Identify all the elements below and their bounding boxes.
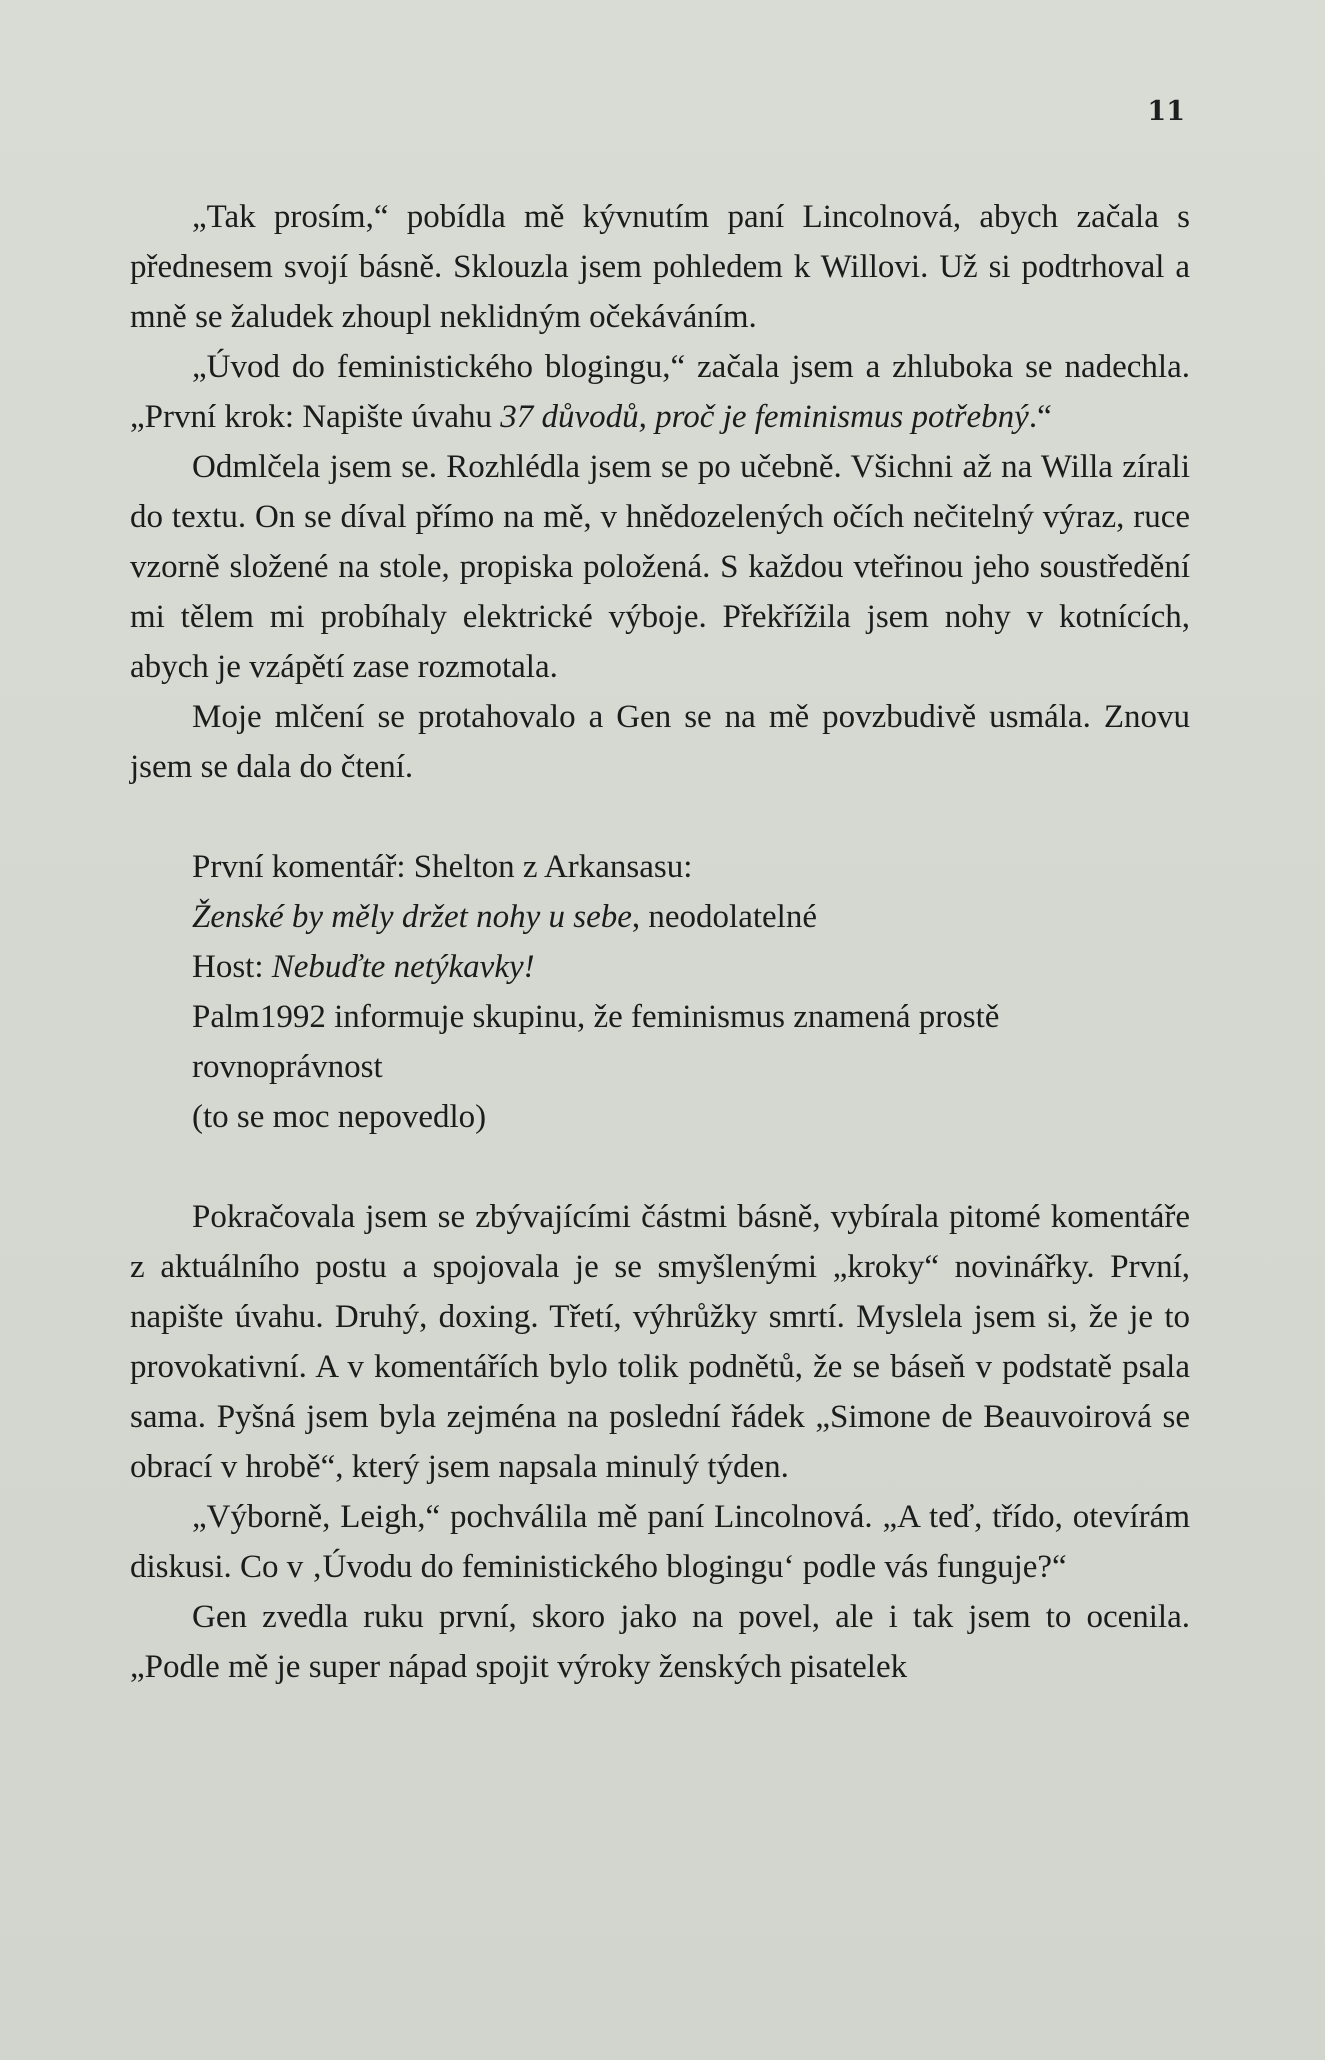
paragraph: „Tak prosím,“ pobídla mě kývnutím paní Lincolnová, abych začala s přednesem svojí básně. Sklouzla jsem pohledem k Willovi. Už si podtrhoval a mně se žaludek zhoupl neklidným očekáváním. bbox=[130, 199, 1190, 335]
paragraph-text: „Úvod do feministického blogingu,“ začala jsem a zhluboka se nadechla. „První krok: Napište úvahu bbox=[130, 349, 1190, 435]
poem-text: , neodolatelné bbox=[631, 899, 817, 935]
body-text bbox=[130, 192, 1190, 1692]
page-number: 11 bbox=[1147, 96, 1185, 127]
poem-line bbox=[192, 892, 1190, 942]
paragraph: Pokračovala jsem se zbývajícími částmi básně, vybírala pitomé komentáře z aktuálního postu a spojovala je se smyšlenými „kroky“ novinářky. První, napište úvahu. Druhý, doxing. Třetí, výhrůžky smrtí. Myslela jsem si, že je to provokativní. A v komentářích bylo tolik podnětů, že se báseň v podstatě psala sama. Pyšná jsem byla zejména na poslední řádek „Simone de Beauvoirová se obrací v hrobě“, který jsem napsala minulý týden. bbox=[130, 1199, 1190, 1485]
paragraph: „Výborně, Leigh,“ pochválila mě paní Lincolnová. „A teď, třído, otevírám diskusi. Co v ‚Úvodu do feministického blogingu‘ podle vás funguje?“ bbox=[130, 1499, 1190, 1585]
poem-line: První komentář: Shelton z Arkansasu: bbox=[192, 849, 693, 885]
paragraph: Moje mlčení se protahovalo a Gen se na mě povzbudivě usmála. Znovu jsem se dala do čtení. bbox=[130, 699, 1190, 785]
italic-title: 37 důvodů, proč je feminismus potřebný bbox=[500, 399, 1029, 435]
poem-block bbox=[192, 842, 1190, 1142]
poem-line: Palm1992 informuje skupinu, že feminismus znamená prostě bbox=[192, 999, 1000, 1035]
poem-line: rovnoprávnost bbox=[192, 1049, 383, 1085]
poem-italic: Ženské by měly držet nohy u sebe bbox=[192, 899, 632, 935]
poem-text: Host: bbox=[192, 949, 272, 985]
poem-italic: Nebuďte netýkavky! bbox=[271, 949, 535, 985]
paragraph: Gen zvedla ruku první, skoro jako na povel, ale i tak jsem to ocenila. „Podle mě je super nápad spojit výroky ženských pisatelek bbox=[130, 1599, 1190, 1685]
paragraph-text: .“ bbox=[1028, 399, 1052, 435]
poem-line: (to se moc nepovedlo) bbox=[192, 1099, 487, 1135]
paragraph bbox=[130, 342, 1190, 442]
paragraph: Odmlčela jsem se. Rozhlédla jsem se po učebně. Všichni až na Willa zírali do textu. On se díval přímo na mě, v hnědozelených očích nečitelný výraz, ruce vzorně složené na stole, propiska položená. S každou vteřinou jeho soustředění mi tělem mi probíhaly elektrické výboje. Překřížila jsem nohy v kotnících, abych je vzápětí zase rozmotala. bbox=[130, 449, 1190, 685]
poem-line bbox=[192, 942, 1190, 992]
